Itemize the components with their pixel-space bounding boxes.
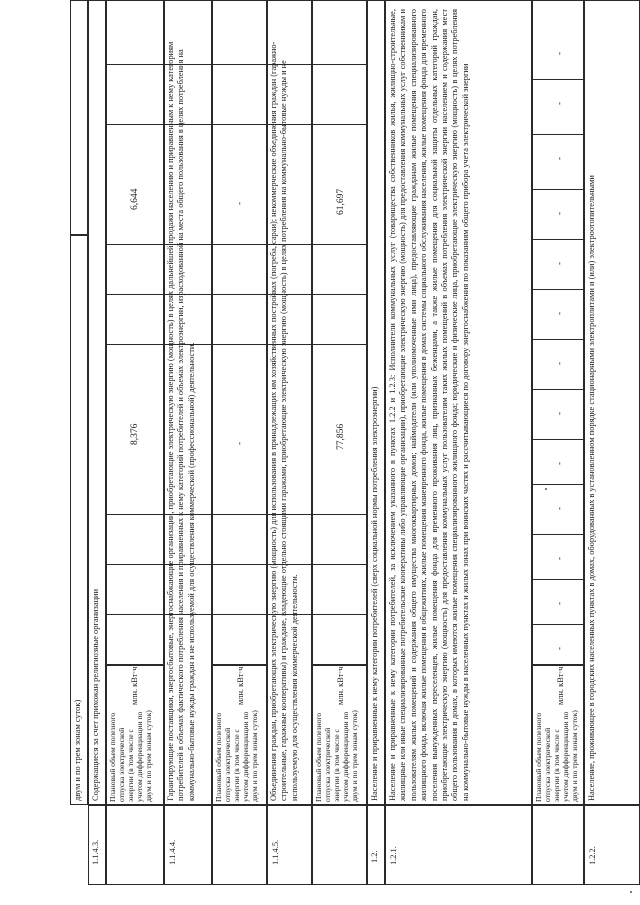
value-dash: - — [554, 412, 564, 415]
value-dash: - — [554, 557, 564, 560]
row-title: Гарантирующие поставщики, энергосбытовые, энергоснабжающие организации, приобретающие электрическую энергию (мощность) в целях дальнейшей продажи населению и приравненным к нему категориям потребителей в объемах фактического потребления населения и приравненных к нему категорий потребителей и объемах электроэнергии, израсходованной на места общего пользования в целях потребления на коммунально-бытовые нужды граждан и не используемой для осуществления коммерческой (профессиональной) деятельности. — [166, 41, 196, 801]
grid-cell — [70, 0, 88, 235]
value-dash: - — [234, 202, 244, 205]
label-cell — [532, 805, 584, 885]
row-id: 1.2.1. — [389, 846, 398, 865]
value-dash: - — [554, 157, 564, 160]
column-divider — [532, 339, 584, 340]
column-divider — [106, 64, 367, 65]
scan-speck — [630, 891, 632, 893]
scan-speck — [545, 488, 547, 490]
column-divider — [532, 439, 584, 440]
volume-label: Плановый объем полезного отпуска электрической энергии (в том числе с учетом дифференциации по двум и по трем зонам суток) — [108, 710, 153, 802]
column-divider — [532, 239, 584, 240]
volume-label: Плановый объем полезного отпуска электрической энергии (в том числе с учетом дифференциации по двум и по трем зонам суток) — [214, 710, 259, 802]
row-title: Население, проживающее в городских населенных пунктах в домах, оборудованных в установленном порядке стационарными электроплитами и (или) электроотопительными — [587, 175, 596, 801]
column-divider — [106, 514, 367, 515]
value-dash: - — [554, 102, 564, 105]
row-id-cell — [385, 805, 532, 885]
row-top-text: двум и по трем зонам суток) — [73, 699, 82, 801]
column-divider — [532, 134, 584, 135]
column-divider — [532, 189, 584, 190]
value-dash: - — [554, 262, 564, 265]
row-id: 1.1.4.4. — [168, 839, 177, 865]
value-1: 77,856 — [336, 423, 346, 450]
column-divider — [532, 534, 584, 535]
row-title: Содержащиеся за счет прихожан религиозные организации — [91, 588, 100, 801]
row-title: Население и приравненные к нему категории потребителей (сверх социальной нормы потребления электроэнергии) — [370, 386, 379, 801]
column-divider — [532, 579, 584, 580]
value-dash: - — [554, 507, 564, 510]
value-dash: - — [234, 442, 244, 445]
row-id-cell — [584, 805, 640, 885]
volume-label: Плановый объем полезного отпуска электрической энергии (в том числе с учетом дифференциации по двум и по трем зонам суток) — [314, 710, 359, 802]
value-2: 61,697 — [336, 188, 346, 215]
label-cell — [212, 805, 267, 885]
value-cell — [212, 0, 267, 665]
value-1: 8,376 — [130, 423, 140, 445]
column-divider — [106, 564, 367, 565]
column-divider — [106, 344, 367, 345]
value-dash: - — [554, 647, 564, 650]
row-id: 1.2.2. — [588, 846, 597, 865]
value-dash: - — [554, 52, 564, 55]
value-dash: - — [554, 312, 564, 315]
column-divider — [532, 389, 584, 390]
column-divider — [532, 484, 584, 485]
volume-label: Плановый объем полезного отпуска электрической энергии (в том числе с учетом дифференциации по двум и по трем зонам суток) — [534, 710, 579, 802]
row-id: 1.1.4.5. — [271, 839, 280, 865]
value-cell — [106, 0, 164, 665]
value-dash: - — [554, 602, 564, 605]
column-divider — [532, 79, 584, 80]
unit-label: млн. кВт·ч — [130, 666, 139, 705]
unit-label: млн. кВт·ч — [236, 666, 245, 705]
value-cell — [532, 0, 584, 665]
column-divider — [106, 614, 367, 615]
row-id: 1.1.4.3. — [91, 839, 100, 865]
value-dash: - — [554, 212, 564, 215]
column-divider — [532, 624, 584, 625]
value-2: 6,644 — [130, 188, 140, 210]
unit-label: млн. кВт·ч — [556, 666, 565, 705]
column-divider — [106, 294, 367, 295]
row-title: Объединения граждан, приобретающих электрическую энергию (мощность) для использования в принадлежащих им хозяйственных постройках (погреба, сараи); некоммерческие объединения граждан (гаражно-строительные, гаражные кооперативы) и граждане, владеющие отдельно стоящими гаражами, приобретающие электрическую энергию (мощность) в целях потребления на коммунально-бытовые нужды и не используемую для осуществления коммерческой деятельности. — [269, 41, 299, 801]
value-cell — [312, 0, 367, 665]
row-title: Население и приравненные к нему категории потребителей, за исключением указанного в пунктах 1.2.2 и 1.2.3: Исполнители коммунальных услуг (товарищества собственников жилья, жилищно-строительные, жилищные или иные специализированные потребительские кооперативы либо управляющие организации), приобретающие электрическую энергию (мощность) для предоставления коммунальных услуг собственникам и пользователям жилых помещений и содержания общего имущества многоквартирных домов; наймодатели (или уполномоченные ими лица), предоставляющие гражданам жилые помещения специализированного жилищного фонда, включая жилые помещения в общежитиях, жилые помещения маневренного фонда, жилые помещения в домах системы социального обслуживания населения, жилые помещения фонда для временного поселения вынужденных переселенцев, жилые помещения фонда для временного проживания лиц, признанных беженцами, а также жилые помещения для социальной защиты отдельных категорий граждан, приобретающие электрическую энергию (мощность) для предоставления коммунальных услуг пользователям таких жилых помещений в объемах потребления электрической энергии населением и содержания мест общего пользования в домах, в которых имеются жилые помещения специализированного жилищного фонда; юридические и физические лица, приобретающие электрическую энергию (мощность) в целях потребления на коммунально-бытовые нужды в населенных пунктах и жилых зонах при воинских частях и рассчитывающиеся по договору энергоснабжения по показаниям общего прибора учета электрической энергии — [388, 9, 470, 801]
unit-label: млн. кВт·ч — [336, 666, 345, 705]
column-divider — [532, 289, 584, 290]
label-cell — [106, 805, 164, 885]
row-id: 1.2. — [370, 850, 379, 863]
value-dash: - — [554, 462, 564, 465]
label-cell — [312, 805, 367, 885]
column-divider — [106, 244, 367, 245]
row-id-cell — [367, 805, 385, 885]
value-dash: - — [554, 362, 564, 365]
column-divider — [106, 124, 367, 125]
